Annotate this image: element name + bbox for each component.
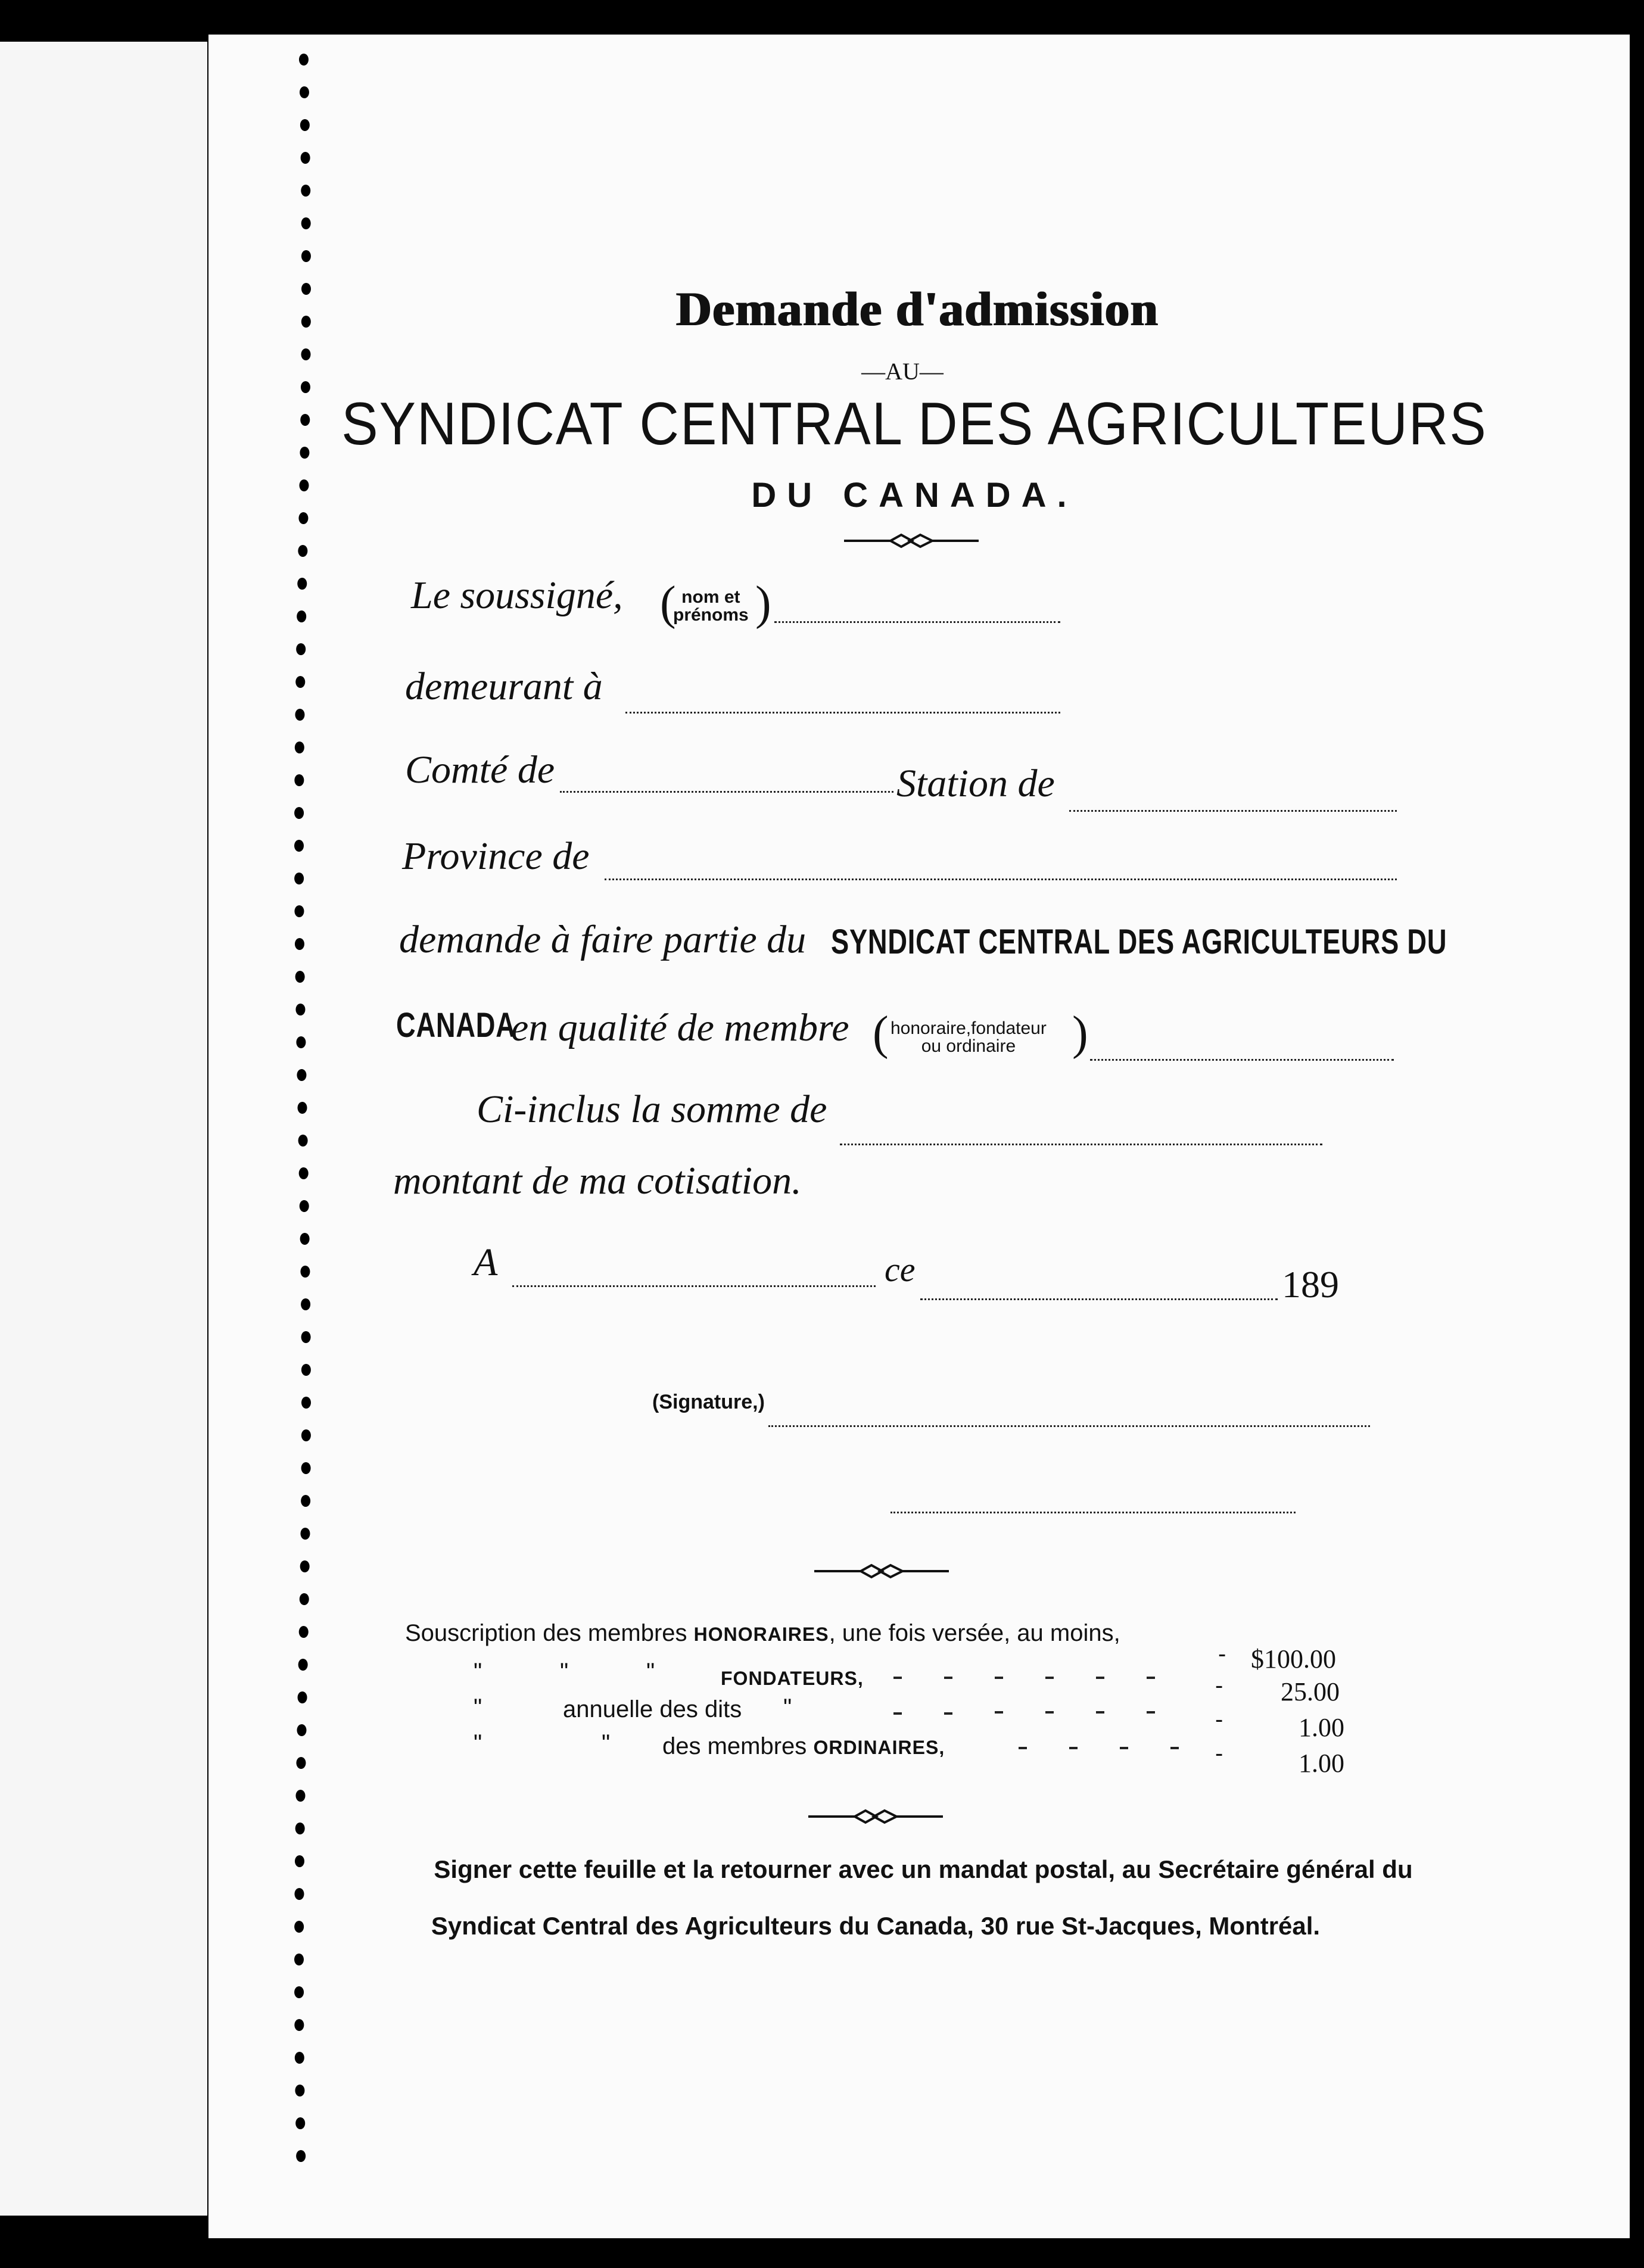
soussigne-note-1: nom et [681, 587, 740, 607]
perforation-dot [301, 381, 310, 393]
fee-row-3-ditto-2: " [783, 1694, 792, 1721]
qualite-label: en qualité de membre [511, 1006, 849, 1049]
demeurant-label: demeurant à [405, 665, 603, 708]
perforation-dot [294, 905, 304, 917]
amount-field[interactable] [840, 1144, 1322, 1145]
brace-open-2: ( [873, 1007, 889, 1060]
perforation-dot [294, 1888, 304, 1900]
fee-row-1-dash: - [1218, 1641, 1226, 1667]
perforation-dot [294, 873, 304, 884]
montant-label: montant de ma cotisation. [393, 1159, 802, 1202]
brace-close-2: ) [1072, 1007, 1088, 1060]
perforation-dot [294, 807, 304, 819]
perforation-dot [299, 1167, 309, 1179]
perforation-dot [301, 283, 311, 295]
signature-field[interactable] [768, 1425, 1370, 1427]
perforation-dot [297, 578, 307, 590]
county-field[interactable] [560, 791, 893, 793]
fee-row-2-ditto-3: " [646, 1659, 655, 1685]
signature-second-line[interactable] [890, 1512, 1296, 1513]
organization-name: SYNDICAT CENTRAL DES AGRICULTEURS [341, 390, 1487, 458]
perforation-dot [300, 1528, 310, 1540]
perforation-dot [295, 676, 305, 688]
fee-row-3-text: annuelle des dits [563, 1696, 742, 1722]
perforation-dot [294, 774, 304, 786]
perforation-dot [299, 1626, 309, 1638]
perforation-dot [294, 1986, 304, 1998]
au-connector: —AU— [861, 358, 944, 385]
perforation-dot [301, 316, 311, 328]
perforation-dot [295, 2117, 305, 2129]
perforation-dot [300, 447, 309, 459]
fee-row-4-amount: 1.00 [1299, 1749, 1344, 1778]
perforation-dot [295, 1822, 305, 1834]
ornament-divider-bottom [807, 1806, 944, 1827]
comte-label: Comté de [405, 748, 555, 792]
binding-perforations [291, 0, 315, 2268]
footer-line-1: Signer cette feuille et la retourner avec un mandat postal, au Secrétaire général du [434, 1855, 1413, 1883]
perforation-dot [295, 2085, 304, 2096]
perforation-dot [301, 152, 310, 164]
province-field[interactable] [605, 878, 1397, 880]
place-field[interactable] [512, 1285, 876, 1287]
perforation-dot [300, 414, 310, 426]
perforation-dot [301, 1429, 311, 1441]
form-title: Demande d'admission [675, 282, 1159, 336]
perforation-dot [294, 1921, 304, 1933]
fee-row-3-ditto: " [474, 1694, 482, 1721]
fee-row-2-amount: 25.00 [1281, 1677, 1340, 1706]
perforation-dot [297, 1724, 306, 1736]
perforation-dot [295, 938, 304, 950]
fee-row-1-text: Souscription des membres HONORAIRES, une fois versée, au moins, [405, 1620, 1120, 1646]
fee-row-4-dash: - [1215, 1740, 1223, 1767]
soussigne-note-2: prénoms [673, 605, 749, 625]
year-prefix: 189 [1282, 1263, 1339, 1306]
perforation-dot [301, 217, 311, 229]
perforation-dot [298, 1691, 307, 1703]
fee-row-4-caps: ORDINAIRES, [813, 1737, 945, 1758]
perforation-dot [301, 1298, 310, 1310]
address-field[interactable] [625, 712, 1060, 714]
organization-country: DU CANADA. [751, 476, 1078, 515]
perforation-dot [296, 2150, 306, 2162]
perforation-dot [295, 1855, 304, 1867]
perforation-dot [301, 1364, 311, 1376]
perforation-dot [299, 54, 309, 66]
name-field[interactable] [774, 621, 1060, 623]
signature-label: (Signature,) [652, 1391, 765, 1413]
perforation-dot [298, 545, 307, 557]
adjacent-page-edge [0, 42, 207, 2216]
date-field[interactable] [920, 1298, 1278, 1300]
perforation-dot [299, 479, 309, 491]
perforation-dot [300, 1560, 310, 1572]
station-label: Station de [896, 762, 1055, 805]
perforation-dot [295, 1004, 305, 1015]
perforation-dot [297, 1069, 306, 1081]
perforation-dot [296, 643, 306, 655]
fee-row-3-dash: - [1215, 1706, 1223, 1733]
fee-row-2-ditto-1: " [474, 1659, 482, 1685]
ornament-divider-middle [813, 1560, 950, 1582]
perforation-dot [301, 348, 310, 360]
perforation-dot [300, 86, 309, 98]
demande-label: demande à faire partie du [399, 918, 807, 961]
fee-row-2-ditto-2: " [560, 1659, 569, 1685]
perforation-dot [300, 119, 310, 131]
perforation-dot [296, 1036, 306, 1048]
perforation-dot [298, 1102, 307, 1114]
perforation-dot [301, 1462, 311, 1474]
ce-label: ce [885, 1250, 916, 1289]
footer-line-2: Syndicat Central des Agriculteurs du Canada, 30 rue St-Jacques, Montréal. [431, 1912, 1321, 1940]
ci-inclus-label: Ci-inclus la somme de [477, 1088, 827, 1131]
perforation-dot [295, 2052, 304, 2064]
canada-caps: CANADA [396, 1006, 516, 1045]
perforation-dot [294, 840, 304, 852]
qualite-note-2: ou ordinaire [921, 1036, 1016, 1056]
brace-close: ) [755, 577, 771, 630]
perforation-dot [301, 185, 310, 197]
perforation-dot [300, 1200, 309, 1212]
brace-open: ( [660, 577, 676, 630]
perforation-dot [301, 250, 311, 262]
fee-row-4-ditto-1: " [474, 1730, 482, 1756]
perforation-dot [295, 742, 304, 753]
a-label: A [474, 1241, 498, 1284]
station-field[interactable] [1069, 810, 1397, 812]
fee-row-1-amount: $100.00 [1251, 1644, 1336, 1674]
perforation-dot [298, 512, 308, 524]
soussigne-label: Le soussigné, [411, 574, 623, 617]
perforation-dot [301, 1331, 311, 1343]
syndicat-caps: SYNDICAT CENTRAL DES AGRICULTEURS DU [831, 923, 1447, 961]
perforation-dot [295, 971, 305, 983]
qualite-note-1: honoraire,fondateur [890, 1018, 1047, 1038]
perforation-dot [295, 1790, 305, 1802]
perforation-dot [301, 1495, 310, 1507]
perforation-dot [297, 610, 306, 622]
fee-row-1-caps: HONORAIRES [693, 1624, 829, 1645]
perforation-dot [301, 1397, 311, 1409]
membership-type-field[interactable] [1090, 1059, 1394, 1061]
province-label: Province de [402, 834, 590, 878]
fee-leader-dashes [882, 1677, 1215, 1772]
perforation-dot [295, 709, 304, 721]
perforation-dot [300, 1266, 310, 1278]
perforation-dot [298, 1659, 308, 1671]
perforation-dot [294, 2019, 304, 2031]
ornament-divider-top [843, 530, 980, 552]
perforation-dot [300, 1593, 309, 1605]
fee-row-4-ditto-2: " [602, 1730, 611, 1756]
fee-row-3-amount: 1.00 [1299, 1713, 1344, 1742]
perforation-dot [294, 1954, 304, 1965]
fee-row-4-text: des membres ORDINAIRES, [662, 1733, 945, 1759]
perforation-dot [298, 1135, 308, 1147]
perforation-dot [296, 1757, 306, 1769]
fee-row-2-dash: - [1215, 1672, 1223, 1699]
perforation-dot [300, 1233, 310, 1245]
fee-row-2-caps: FONDATEURS, [721, 1668, 864, 1689]
